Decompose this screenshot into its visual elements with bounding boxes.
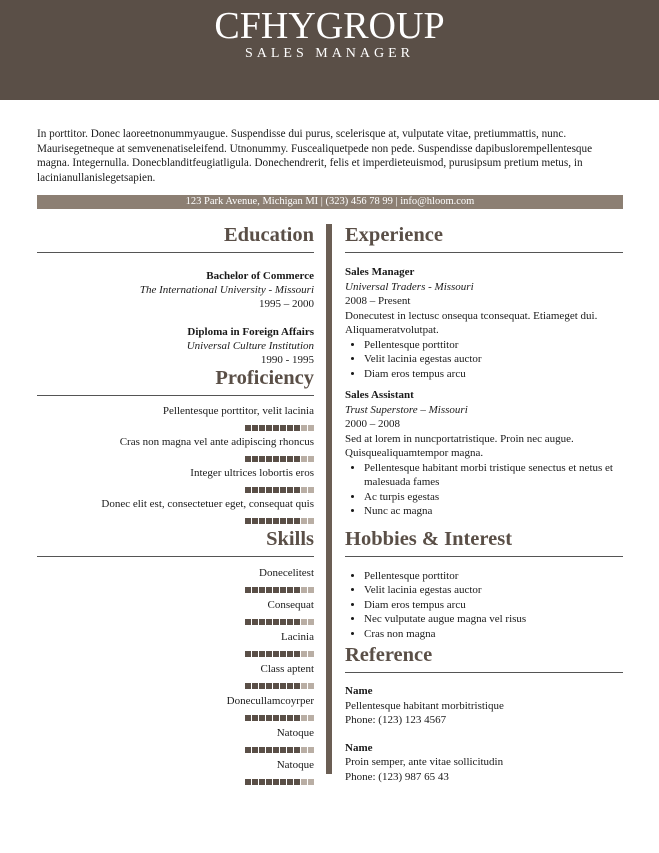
level-segment [252,683,258,689]
level-segment [273,619,279,625]
reference-desc: Pellentesque habitant morbitristique [345,699,504,712]
proficiency-heading: Proficiency [37,365,314,396]
job-description: Sed at lorem in nuncportatristique. Proin nec augue. Quisquealiquamtempor magna. [345,432,574,459]
level-segment [266,425,272,431]
left-column [37,222,314,791]
level-segment [259,456,265,462]
level-segment [252,619,258,625]
level-segment [301,715,307,721]
level-segment [252,487,258,493]
level-segment [301,587,307,593]
level-segment [266,487,272,493]
level-segment [245,651,251,657]
degree: Bachelor of Commerce [206,270,314,282]
candidate-name: CFHYGROUP [214,5,445,47]
level-segment [273,683,279,689]
job-entry [345,265,623,381]
level-segment [266,779,272,785]
skills-list [37,567,314,790]
level-segment [308,651,314,657]
level-segment [252,456,258,462]
level-segment [294,683,300,689]
skill-label: Consequat [267,599,314,611]
proficiency-label: Pellentesque porttitor, velit lacinia [162,405,314,417]
reference-name: Name [345,685,373,697]
level-bar [245,619,314,625]
level-segment [308,487,314,493]
hobby-item: • Cras non magna [364,627,623,642]
level-segment [245,715,251,721]
level-segment [301,518,307,524]
level-segment [273,715,279,721]
level-segment [301,683,307,689]
experience-list [345,265,623,519]
column-divider [326,224,332,774]
job-dates: 2008 – Present [345,295,411,307]
level-bar [245,487,314,493]
level-bar [245,518,314,524]
level-segment [266,456,272,462]
proficiency-label: Cras non magna vel ante adipiscing rhoncus [119,436,314,448]
level-segment [301,619,307,625]
level-segment [294,779,300,785]
level-segment [266,518,272,524]
level-segment [280,456,286,462]
level-segment [287,456,293,462]
hobbies-list [345,569,623,642]
level-segment [308,779,314,785]
level-segment [252,747,258,753]
level-segment [287,425,293,431]
level-bar [245,779,314,785]
school: Universal Culture Institution [186,340,314,352]
level-bar [245,456,314,462]
level-segment [259,518,265,524]
level-segment [245,587,251,593]
proficiency-item [37,405,314,436]
level-segment [245,487,251,493]
level-segment [287,487,293,493]
job-company: Universal Traders - Missouri [345,280,474,293]
level-segment [280,619,286,625]
job-bullet: • Pellentesque habitant morbi tristique senectus et netus et malesuada fames [364,461,623,490]
level-segment [245,747,251,753]
level-segment [245,518,251,524]
reference-desc: Proin semper, ante vitae sollicitudin [345,756,504,768]
level-segment [280,715,286,721]
job-entry [345,388,623,519]
level-segment [308,587,314,593]
hobby-item: • Pellentesque porttitor [364,569,623,584]
summary-paragraph: In porttitor. Donec laoreetnonummyaugue. Suspendisse dui purus, scelerisque at, vulputate vitae, pretiummattis, nunc. Maurisegetneque at semvenenatiseleifend. Utnonummy. Fuscealiquetpede non pede. Suspendisse dapibuslorempellentesque magna. Integernulla. Donecblanditfeugiatligula. Donechendrerit, felis et imperdieteuismod, purusipsum pretium metus, in lacinianullanislegetsapien. [37,128,593,184]
level-segment [266,747,272,753]
level-segment [245,619,251,625]
level-segment [266,587,272,593]
level-segment [259,619,265,625]
years: 1995 – 2000 [259,298,314,310]
level-segment [294,487,300,493]
level-segment [252,518,258,524]
education-entry [37,269,314,311]
level-segment [287,587,293,593]
level-bar [245,747,314,753]
level-segment [280,518,286,524]
level-segment [273,587,279,593]
job-bullets [345,338,623,382]
level-segment [259,487,265,493]
job-bullets [345,461,623,519]
skill-item [37,567,314,598]
level-segment [287,779,293,785]
level-segment [266,683,272,689]
skill-item [37,727,314,758]
level-segment [266,715,272,721]
level-segment [273,425,279,431]
level-segment [294,619,300,625]
job-company: Trust Superstore – Missouri [345,403,468,416]
level-segment [266,651,272,657]
proficiency-item [37,436,314,467]
level-segment [294,456,300,462]
header-banner [0,0,659,100]
level-segment [273,487,279,493]
job-description: Donecutest in lectusc onsequa tconsequat. Etiameget dui. Aliquameratvolutpat. [345,309,598,336]
level-segment [301,456,307,462]
reference-entry [345,684,623,728]
level-bar [245,715,314,721]
proficiency-item [37,498,314,529]
level-segment [287,747,293,753]
proficiency-label: Integer ultrices lobortis eros [190,467,314,479]
proficiency-label: Donec elit est, consectetuer eget, consequat quis [101,498,314,510]
skill-item [37,599,314,630]
level-segment [252,779,258,785]
reference-phone: Phone: (123) 123 4567 [345,714,447,726]
skill-label: Natoque [276,727,314,739]
level-segment [308,425,314,431]
level-segment [273,651,279,657]
level-segment [245,456,251,462]
level-bar [245,587,314,593]
level-segment [280,587,286,593]
job-bullet: • Velit lacinia egestas auctor [364,352,623,367]
skill-item [37,759,314,790]
skill-label: Donecelitest [259,567,314,579]
hobbies-heading: Hobbies & Interest [345,526,623,557]
level-segment [280,651,286,657]
reference-heading: Reference [345,642,623,673]
reference-phone: Phone: (123) 987 65 43 [345,770,449,783]
skill-item [37,663,314,694]
level-segment [308,683,314,689]
hobby-item: • Diam eros tempus arcu [364,598,623,613]
skill-item [37,695,314,726]
level-segment [259,715,265,721]
level-segment [308,619,314,625]
level-segment [266,619,272,625]
contact-bar: 123 Park Avenue, Michigan MI | (323) 456 78 99 | info@hloom.com [37,195,623,209]
level-segment [245,779,251,785]
level-segment [294,518,300,524]
level-segment [294,747,300,753]
level-segment [259,651,265,657]
level-segment [252,651,258,657]
job-bullet: • Nunc ac magna [364,504,623,519]
job-bullet: • Pellentesque porttitor [364,338,623,353]
level-segment [287,619,293,625]
level-segment [301,779,307,785]
level-segment [301,487,307,493]
level-segment [273,747,279,753]
reference-name: Name [345,741,373,754]
level-segment [294,715,300,721]
level-segment [273,518,279,524]
degree: Diploma in Foreign Affairs [187,326,314,338]
reference-list [345,684,623,784]
level-bar [245,683,314,689]
level-segment [280,487,286,493]
job-dates: 2000 – 2008 [345,418,400,430]
level-segment [308,715,314,721]
proficiency-item [37,467,314,498]
level-segment [259,747,265,753]
level-segment [287,715,293,721]
level-segment [280,747,286,753]
level-bar [245,651,314,657]
education-heading: Education [37,222,314,253]
level-segment [301,747,307,753]
level-segment [294,587,300,593]
level-segment [273,779,279,785]
candidate-role: SALES MANAGER [244,46,415,61]
level-segment [308,456,314,462]
proficiency-list [37,405,314,529]
level-segment [280,779,286,785]
skill-label: Class aptent [260,663,314,675]
skill-label: Donecullamcoyrper [226,695,314,707]
level-segment [294,425,300,431]
reference-entry [345,741,623,785]
level-segment [245,425,251,431]
level-segment [280,683,286,689]
experience-heading: Experience [345,222,623,253]
years: 1990 - 1995 [260,354,314,366]
level-segment [294,651,300,657]
job-position: Sales Assistant [345,389,414,401]
level-segment [252,587,258,593]
level-segment [259,683,265,689]
level-bar [245,425,314,431]
level-segment [308,747,314,753]
hobby-item: • Nec vulputate augue magna vel risus [364,612,623,627]
school: The International University - Missouri [139,284,314,296]
level-segment [287,651,293,657]
level-segment [259,425,265,431]
level-segment [259,587,265,593]
level-segment [301,651,307,657]
level-segment [252,425,258,431]
skills-heading: Skills [37,526,314,557]
level-segment [287,518,293,524]
level-segment [252,715,258,721]
education-entry [37,325,314,367]
job-position: Sales Manager [345,266,415,278]
skill-item [37,631,314,662]
skill-label: Natoque [276,759,314,771]
level-segment [308,518,314,524]
skill-label: Lacinia [281,631,314,643]
job-bullet: • Ac turpis egestas [364,490,623,505]
level-segment [273,456,279,462]
job-bullet: • Diam eros tempus arcu [364,367,623,382]
level-segment [245,683,251,689]
level-segment [280,425,286,431]
level-segment [301,425,307,431]
right-column [345,222,623,797]
level-segment [259,779,265,785]
hobby-item: • Velit lacinia egestas auctor [364,583,623,598]
level-segment [287,683,293,689]
